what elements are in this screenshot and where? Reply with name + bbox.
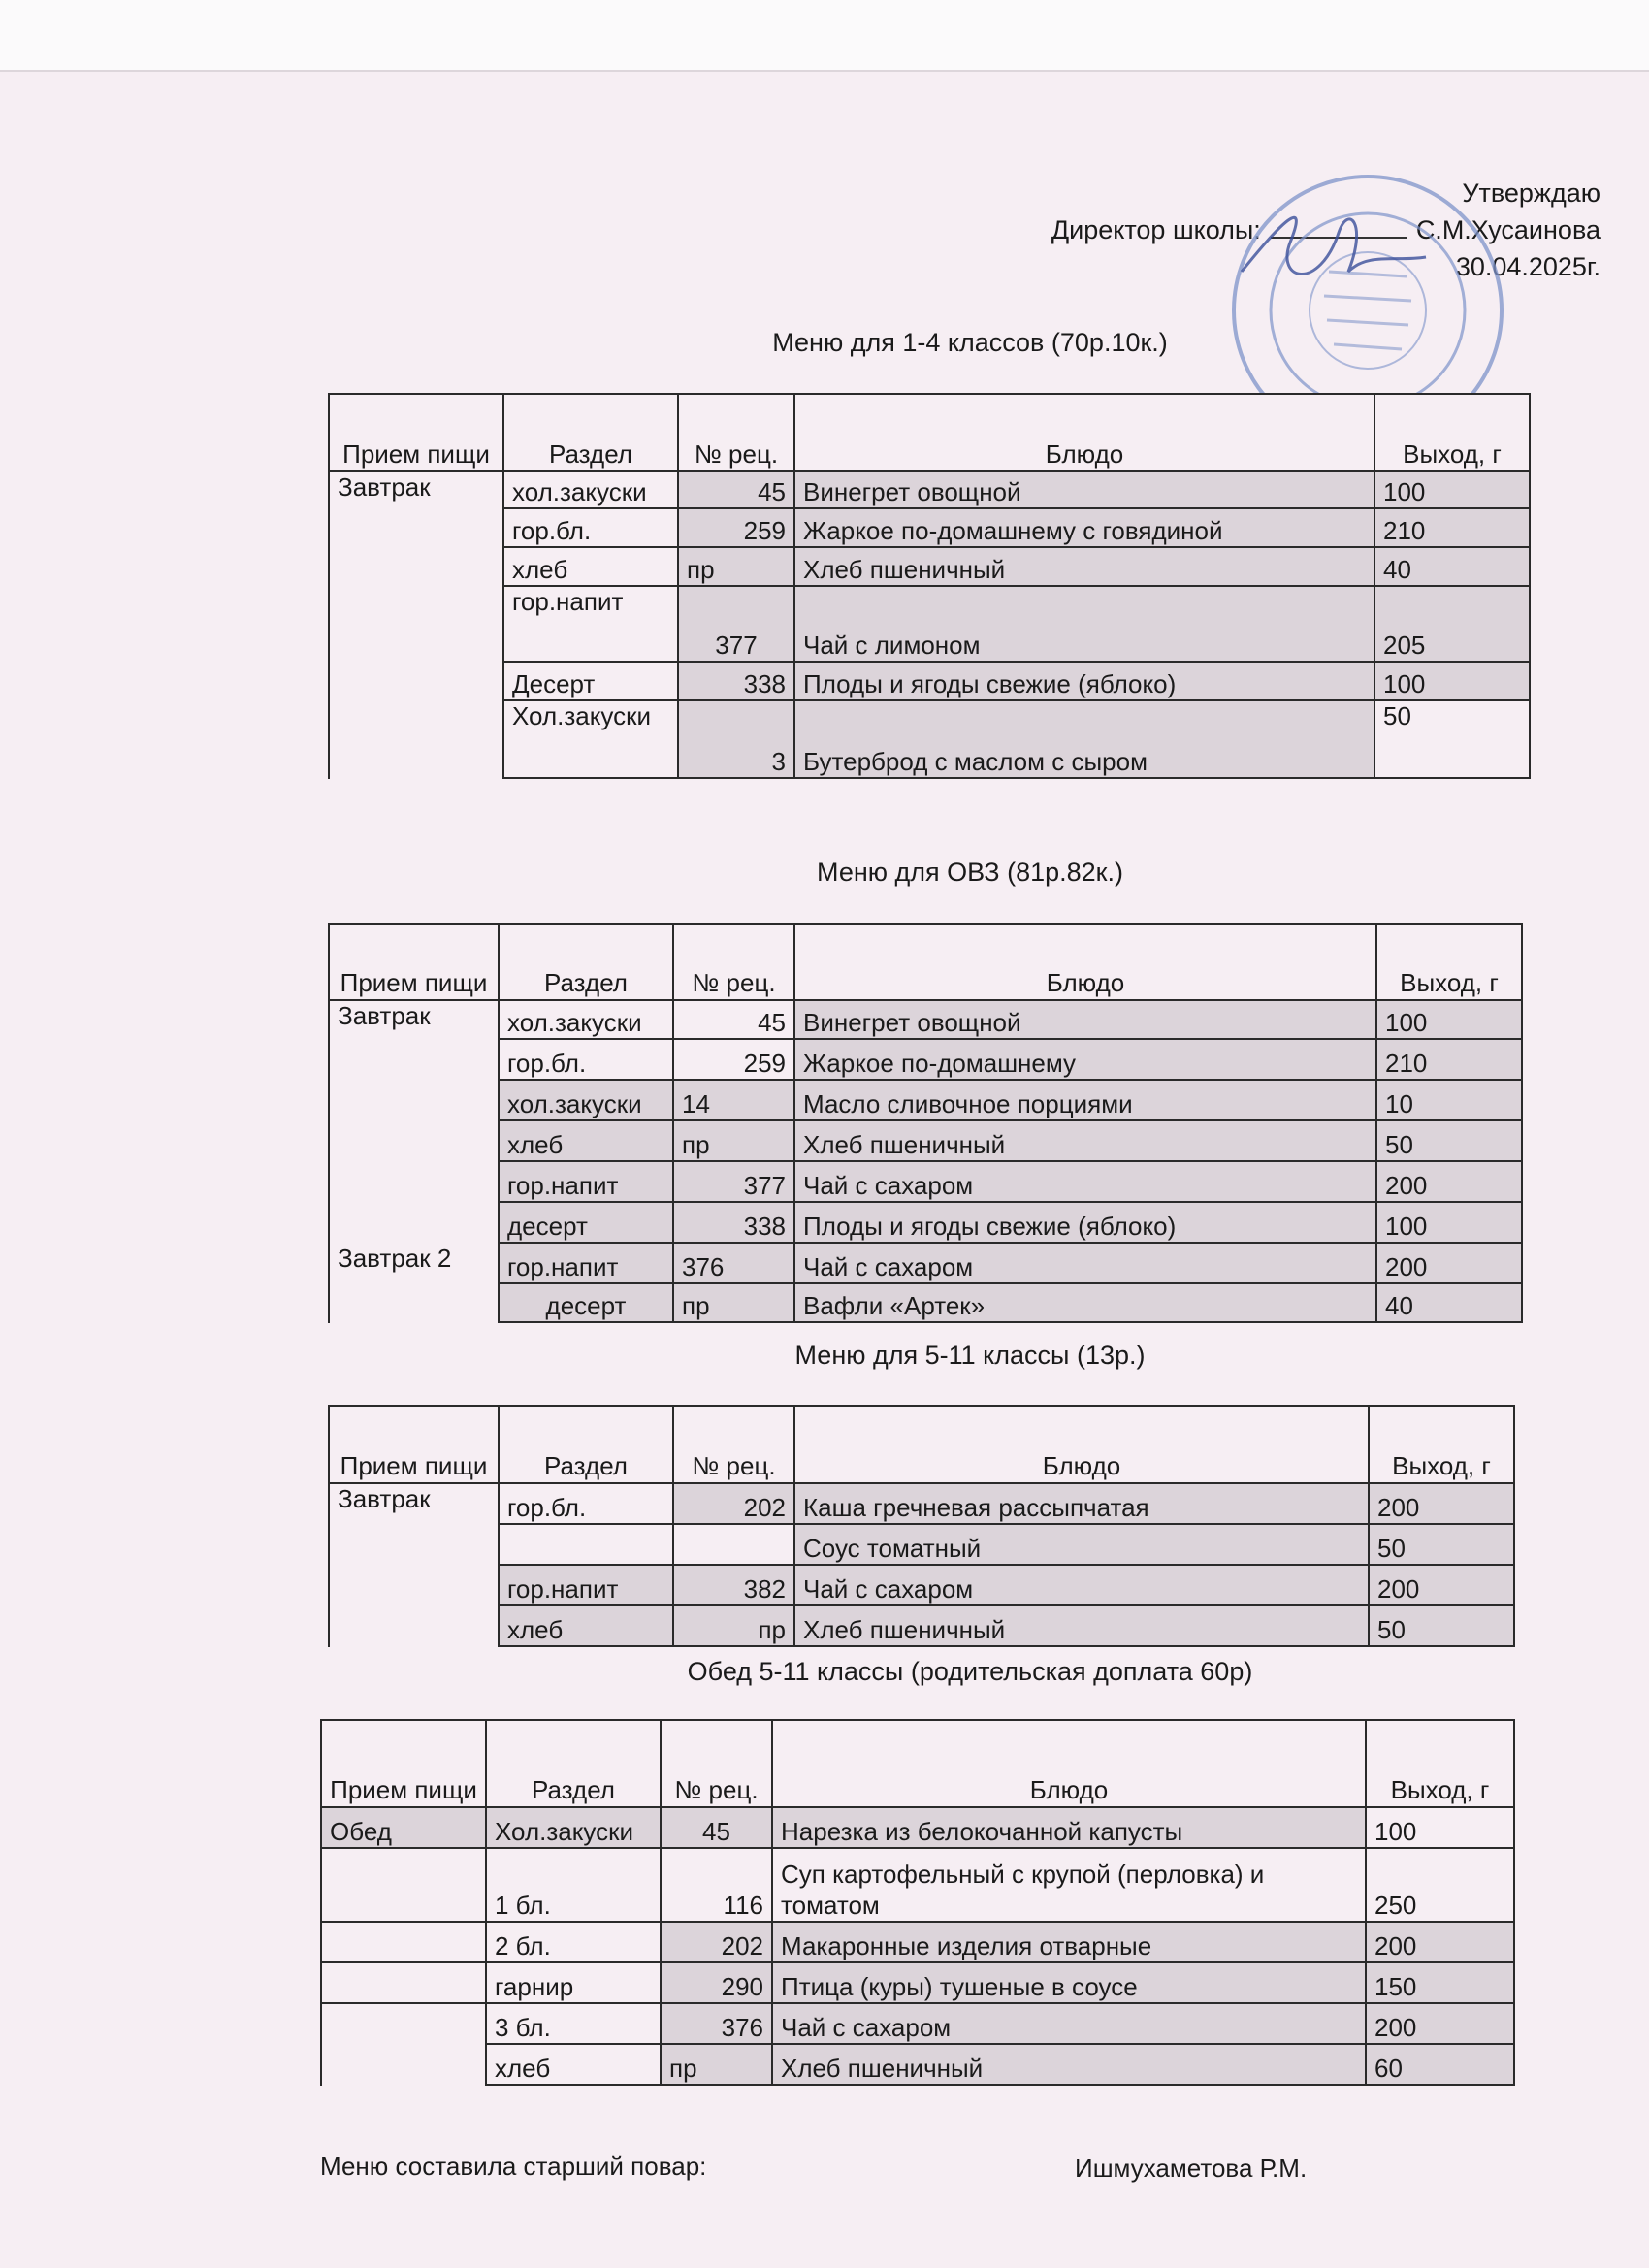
recipe-cell: пр [673,1605,794,1646]
section-cell: 2 бл. [486,1922,661,1962]
header-yield: Выход, г [1369,1406,1514,1483]
section-cell: хлеб [503,547,678,586]
table-row [329,662,1530,700]
yield-cell: 210 [1374,508,1530,547]
section-cell: хлеб [486,2044,661,2085]
table-row [329,1565,1514,1605]
dish-cell: Чай с сахаром [794,1161,1376,1202]
table4-title: Обед 5-11 классы (родительская доплата 60р) [687,1657,1253,1686]
table-row [329,1483,1514,1524]
menu-table-1-4 [328,393,1531,779]
header-dish: Блюдо [772,1720,1366,1807]
header-dish: Блюдо [794,394,1374,471]
header-section: Раздел [499,924,673,1000]
table-row [329,1161,1522,1202]
dish-cell: Чай с сахаром [794,1243,1376,1283]
section-cell [499,1524,673,1565]
table-row [321,2044,1514,2085]
table-row [321,1807,1514,1848]
dish-cell: Соус томатный [794,1524,1369,1565]
yield-cell: 200 [1369,1483,1514,1524]
recipe-cell: 376 [661,2003,772,2044]
table-row [329,1605,1514,1646]
section-cell: хлеб [499,1605,673,1646]
recipe-cell: пр [678,547,794,586]
header-section: Раздел [486,1720,661,1807]
table2-title: Меню для ОВЗ (81р.82к.) [817,858,1123,887]
recipe-cell: 338 [673,1202,794,1243]
menu-table-ovz [328,923,1523,1323]
table-row [321,1922,1514,1962]
recipe-cell: 45 [673,1000,794,1039]
director-label: Директор школы: [1051,215,1261,244]
section-cell: гор.бл. [499,1039,673,1080]
header-recipe: № рец. [678,394,794,471]
yield-cell: 40 [1374,547,1530,586]
yield-cell: 50 [1376,1120,1522,1161]
section-cell: гарнир [486,1962,661,2003]
yield-cell: 200 [1369,1565,1514,1605]
recipe-cell: 202 [673,1483,794,1524]
section-cell: 3 бл. [486,2003,661,2044]
section-cell: хол.закуски [499,1000,673,1039]
menu-table-5-11 [328,1405,1515,1647]
dish-cell: Жаркое по-домашнему с говядиной [794,508,1374,547]
recipe-cell: 116 [661,1848,772,1922]
meal-cell-empty [321,1922,486,1962]
section-cell: 1 бл. [486,1848,661,1922]
section-cell: десерт [499,1283,673,1322]
dish-cell: Суп картофельный с крупой (перловка) и томатом [772,1848,1366,1922]
dish-cell: Хлеб пшеничный [772,2044,1366,2085]
table-row [329,1039,1522,1080]
section-cell: Хол.закуски [503,700,678,778]
recipe-cell: 259 [678,508,794,547]
table3-title: Меню для 5-11 классы (13р.) [794,1341,1146,1370]
dish-cell: Каша гречневая рассыпчатая [794,1483,1369,1524]
header-meal: Прием пищи [329,1406,499,1483]
table-row [329,547,1530,586]
approval-date: 30.04.2025г. [1455,252,1600,281]
yield-cell: 50 [1374,700,1530,778]
recipe-cell: 259 [673,1039,794,1080]
dish-cell: Плоды и ягоды свежие (яблоко) [794,662,1374,700]
yield-cell: 10 [1376,1080,1522,1120]
dish-cell: Чай с сахаром [794,1565,1369,1605]
section-cell: гор.бл. [499,1483,673,1524]
dish-cell: Бутерброд с маслом с сыром [794,700,1374,778]
section-cell: хол.закуски [503,471,678,508]
yield-cell: 50 [1369,1524,1514,1565]
yield-cell: 200 [1376,1243,1522,1283]
dish-cell: Масло сливочное порциями [794,1080,1376,1120]
recipe-cell: 377 [678,586,794,662]
header-dish: Блюдо [794,924,1376,1000]
scan-top-edge [0,0,1649,72]
recipe-cell: 377 [673,1161,794,1202]
table-row [329,1243,1522,1283]
recipe-cell [673,1524,794,1565]
yield-cell: 100 [1374,471,1530,508]
yield-cell: 40 [1376,1283,1522,1322]
section-cell: десерт [499,1202,673,1243]
header-meal: Прием пищи [329,924,499,1000]
yield-cell: 200 [1366,1922,1514,1962]
meal-cell-empty [321,1962,486,2003]
dish-cell: Плоды и ягоды свежие (яблоко) [794,1202,1376,1243]
meal-cell-empty [321,1848,486,1922]
table1-title: Меню для 1-4 классов (70р.10к.) [772,328,1168,357]
footer-name: Ишмухаметова Р.М. [1075,2154,1308,2183]
recipe-cell: 3 [678,700,794,778]
recipe-cell: 338 [678,662,794,700]
yield-cell: 250 [1366,1848,1514,1922]
recipe-cell: 290 [661,1962,772,2003]
recipe-cell: 376 [673,1243,794,1283]
table-row [329,700,1530,778]
yield-cell: 150 [1366,1962,1514,2003]
approve-label: Утверждаю [1462,178,1600,208]
header-section: Раздел [503,394,678,471]
table-row [321,1962,1514,2003]
recipe-cell: 202 [661,1922,772,1962]
yield-cell: 200 [1376,1161,1522,1202]
header-yield: Выход, г [1374,394,1530,471]
meal-cell: Завтрак 2 [329,1243,499,1322]
table-row [329,1283,1522,1322]
header-yield: Выход, г [1376,924,1522,1000]
table-row [321,2003,1514,2044]
dish-cell: Винегрет овощной [794,1000,1376,1039]
footer-label: Меню составила старший повар: [320,2152,707,2181]
section-cell: гор.напит [499,1161,673,1202]
header-dish: Блюдо [794,1406,1369,1483]
header-recipe: № рец. [673,924,794,1000]
section-cell: хлеб [499,1120,673,1161]
recipe-cell: пр [673,1283,794,1322]
table-row [329,471,1530,508]
dish-cell: Птица (куры) тушеные в соусе [772,1962,1366,2003]
yield-cell: 100 [1376,1202,1522,1243]
yield-cell: 210 [1376,1039,1522,1080]
dish-cell: Хлеб пшеничный [794,547,1374,586]
header-meal: Прием пищи [329,394,503,471]
dish-cell: Жаркое по-домашнему [794,1039,1376,1080]
menu-table-lunch-5-11 [320,1719,1515,2086]
recipe-cell: 45 [678,471,794,508]
table-row [329,1202,1522,1243]
header-recipe: № рец. [673,1406,794,1483]
table-row [321,1848,1514,1922]
table-row [329,1000,1522,1039]
dish-cell: Хлеб пшеничный [794,1120,1376,1161]
header-yield: Выход, г [1366,1720,1514,1807]
dish-cell: Чай с сахаром [772,2003,1366,2044]
dish-cell: Хлеб пшеничный [794,1605,1369,1646]
recipe-cell: пр [661,2044,772,2085]
recipe-cell: пр [673,1120,794,1161]
table-row [329,1080,1522,1120]
dish-cell: Макаронные изделия отварные [772,1922,1366,1962]
table-row [329,586,1530,662]
header-meal: Прием пищи [321,1720,486,1807]
meal-cell: Обед [321,1807,486,1848]
yield-cell: 60 [1366,2044,1514,2085]
dish-cell: Чай с лимоном [794,586,1374,662]
yield-cell: 205 [1374,586,1530,662]
section-cell: Хол.закуски [486,1807,661,1848]
recipe-cell: 14 [673,1080,794,1120]
yield-cell: 50 [1369,1605,1514,1646]
header-section: Раздел [499,1406,673,1483]
section-cell: гор.бл. [503,508,678,547]
yield-cell: 200 [1366,2003,1514,2044]
section-cell: гор.напит [503,586,678,662]
dish-cell: Вафли «Артек» [794,1283,1376,1322]
meal-cell: Завтрак [329,471,503,778]
header-recipe: № рец. [661,1720,772,1807]
dish-cell: Нарезка из белокочанной капусты [772,1807,1366,1848]
director-name: С.М.Хусаинова [1415,215,1600,244]
section-cell: гор.напит [499,1565,673,1605]
yield-cell: 100 [1366,1807,1514,1848]
section-cell: Десерт [503,662,678,700]
meal-cell: Завтрак [329,1000,499,1243]
section-cell: хол.закуски [499,1080,673,1120]
recipe-cell: 382 [673,1565,794,1605]
table-row [329,1524,1514,1565]
meal-cell: Завтрак [329,1483,499,1646]
yield-cell: 100 [1374,662,1530,700]
section-cell: гор.напит [499,1243,673,1283]
table-row [329,1120,1522,1161]
dish-cell: Винегрет овощной [794,471,1374,508]
recipe-cell: 45 [661,1807,772,1848]
table-row [329,508,1530,547]
yield-cell: 100 [1376,1000,1522,1039]
meal-cell-empty [321,2003,486,2085]
